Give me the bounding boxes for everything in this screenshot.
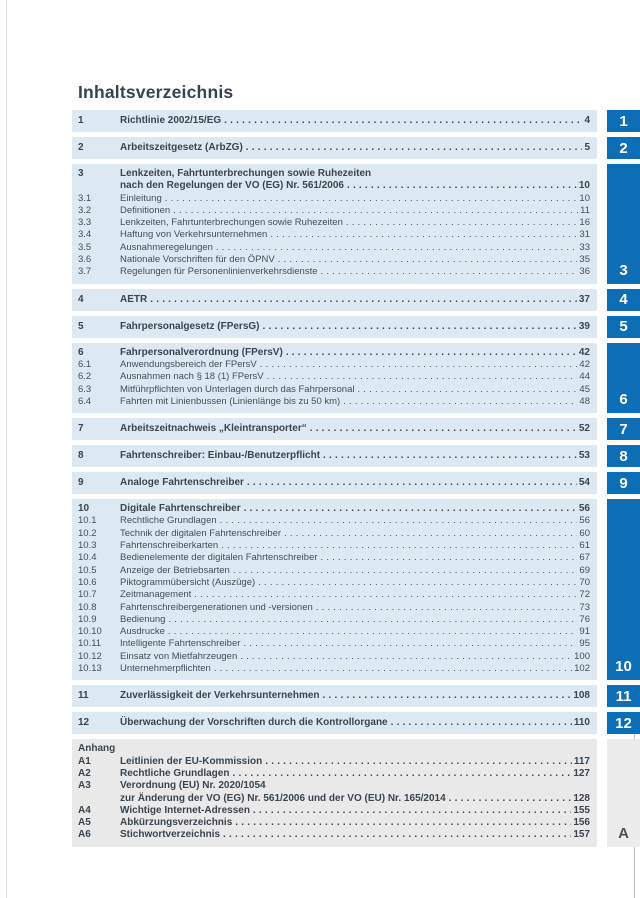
section-number: 6: [78, 346, 84, 358]
section-number: 3.3: [78, 217, 92, 229]
toc-line: [78, 254, 590, 266]
side-tab-10: 10: [607, 499, 640, 680]
section-title: Digitale Fahrtenschreiber: [120, 503, 241, 515]
toc-line: [78, 321, 590, 333]
toc-block-11: [72, 685, 640, 707]
toc-line: [78, 690, 590, 702]
section-title: Fahrtenschreibergenerationen und -versionen: [120, 601, 313, 613]
side-tab-3: 3: [607, 164, 640, 284]
page-number: 95: [579, 638, 590, 650]
side-tab-2: 2: [607, 137, 640, 159]
toc-block-1: [72, 110, 640, 132]
section-title: zur Änderung der VO (EG) Nr. 561/2006 und der VO (EU) Nr. 165/2014: [120, 792, 446, 804]
toc-entry: [72, 137, 597, 159]
dot-leader: [220, 515, 578, 527]
toc-block-6: [72, 343, 640, 413]
dot-leader: [270, 229, 577, 241]
toc-line: [78, 180, 590, 192]
toc-line: [78, 663, 590, 675]
page-number: 117: [573, 755, 590, 767]
section-number: 3.6: [78, 254, 92, 266]
page-number: 108: [573, 690, 590, 702]
page-number: 100: [574, 650, 590, 662]
toc-entry: [72, 343, 597, 413]
page-number: 73: [579, 601, 590, 613]
page-number: 54: [578, 477, 590, 488]
toc-entry: [72, 316, 597, 338]
section-number: A2: [78, 767, 91, 779]
section-number: 1: [78, 114, 84, 126]
section-title: Nationale Vorschriften für den ÖPNV: [120, 254, 275, 266]
section-title: Bedienung: [120, 613, 166, 625]
toc-line: [78, 347, 590, 359]
dot-leader: [323, 450, 577, 462]
page-number: 157: [573, 829, 590, 841]
section-title: Mitführpflichten von Unterlagen durch das Fahrpersonal: [120, 383, 355, 395]
toc-line: [78, 193, 590, 205]
dot-leader: [391, 717, 572, 729]
page-number: 56: [578, 503, 590, 515]
toc-line: [78, 756, 590, 768]
page-number: 11: [580, 204, 590, 216]
page-number: 31: [579, 229, 590, 241]
dot-leader: [262, 321, 576, 333]
dot-leader: [321, 266, 578, 278]
toc-block-12: [72, 712, 640, 734]
section-title: Leitlinien der EU-Kommission: [120, 755, 263, 767]
toc-line: [78, 371, 590, 383]
page-number: 53: [578, 450, 590, 461]
page-number: 128: [573, 792, 590, 804]
section-number: 10.11: [78, 638, 102, 650]
toc-line: [78, 793, 590, 805]
section-number: 10.4: [78, 552, 97, 564]
section-number: 10.8: [78, 601, 97, 613]
section-number: 5: [78, 320, 84, 332]
toc-entry: [72, 499, 597, 680]
dot-leader: [286, 347, 577, 359]
page-number: 4: [584, 114, 590, 126]
toc-line: [78, 540, 590, 552]
toc-line: [78, 552, 590, 564]
section-title: Lenkzeiten, Fahrtunterbrechungen sowie Ruhezeiten: [120, 168, 372, 179]
dot-leader: [247, 477, 577, 489]
toc-block-3: [72, 164, 640, 284]
section-number: 3.4: [78, 229, 92, 241]
section-number: 3.7: [78, 266, 92, 278]
section-title: Fahrpersonalgesetz (FPersG): [120, 320, 260, 332]
page-number: 16: [579, 217, 590, 229]
toc-block-5: [72, 316, 640, 338]
toc-block-4: [72, 289, 640, 311]
section-number: 6.1: [78, 358, 92, 370]
toc-block-9: [72, 472, 640, 494]
page-title: Inhaltsverzeichnis: [78, 82, 234, 102]
dot-leader: [316, 602, 578, 614]
dot-leader: [243, 638, 577, 650]
toc-line: [78, 503, 590, 515]
toc-line: [78, 142, 590, 154]
dot-leader: [244, 503, 577, 515]
section-number: 10.9: [78, 613, 97, 625]
side-tab-6: 6: [607, 343, 640, 413]
section-title: Analoge Fahrtenschreiber: [120, 477, 244, 488]
toc-line: [78, 515, 590, 527]
side-tab-4: 4: [607, 289, 640, 311]
section-title: Ausnahmeregelungen: [120, 241, 213, 253]
section-number: 6.4: [78, 395, 92, 407]
toc-line: [78, 780, 590, 792]
section-title: Richtlinie 2002/15/EG: [120, 114, 222, 126]
section-number: 10.2: [78, 527, 97, 539]
dot-leader: [357, 384, 577, 396]
page-number: 67: [579, 552, 590, 564]
section-title: Intelligente Fahrtenschreiber: [120, 638, 241, 650]
page-number: 36: [579, 266, 590, 278]
toc-entry: [72, 445, 597, 467]
toc-line: [78, 229, 590, 241]
toc-line: [78, 266, 590, 278]
section-title: AETR: [120, 293, 148, 305]
section-number: 10.5: [78, 564, 97, 576]
section-title: Regelungen für Personenlinienverkehrsdienste: [120, 266, 318, 278]
dot-leader: [240, 651, 572, 663]
dot-leader: [232, 768, 571, 780]
dot-leader: [233, 565, 578, 577]
toc-entry: [72, 685, 597, 707]
page-number: 70: [579, 576, 590, 588]
section-title: Abkürzungsverzeichnis: [120, 817, 233, 829]
dot-leader: [260, 359, 578, 371]
toc-entry: [72, 739, 597, 846]
scan-edge-left: [6, 0, 7, 898]
section-title: Ausdrucke: [120, 626, 165, 638]
page-number: 91: [579, 626, 590, 638]
page-number: 42: [578, 346, 590, 358]
section-number: 10.1: [78, 515, 97, 527]
side-tab-7: 7: [607, 418, 640, 440]
section-title: Zuverlässigkeit der Verkehrsunternehmen: [120, 690, 320, 702]
page-number: 10: [578, 180, 590, 192]
dot-leader: [346, 217, 578, 229]
toc-line: [78, 423, 590, 435]
dot-leader: [284, 528, 577, 540]
section-number: 9: [78, 477, 84, 488]
side-tab-9: 9: [607, 472, 640, 494]
toc-block-2: [72, 137, 640, 159]
side-tab-11: 11: [607, 685, 640, 707]
section-title: Arbeitszeitgesetz (ArbZG): [120, 141, 243, 153]
section-number: 7: [78, 423, 84, 434]
toc-block-8: [72, 445, 640, 467]
toc-entry: [72, 110, 597, 132]
page-number: 52: [578, 423, 590, 434]
section-title: Fahrten mit Linienbussen (Linienlänge bis zu 50 km): [120, 395, 341, 407]
appendix-label: Anhang: [78, 743, 116, 755]
page-number: 102: [574, 663, 590, 675]
page-number: 37: [578, 293, 590, 305]
section-number: 2: [78, 141, 84, 153]
toc-line: [78, 477, 590, 489]
page-number: 76: [579, 613, 590, 625]
page-number: 156: [573, 817, 590, 829]
page-number: 48: [579, 395, 590, 407]
toc-line: [78, 614, 590, 626]
page-number: 33: [579, 241, 590, 253]
page-number: 45: [579, 383, 590, 395]
section-title: Fahrtenschreiber: Einbau-/Benutzerpflicht: [120, 450, 321, 461]
section-title: Stichwortverzeichnis: [120, 829, 221, 841]
section-number: 3.2: [78, 204, 92, 216]
toc-line: [78, 651, 590, 663]
page-number: 110: [573, 717, 590, 729]
section-title: Definitionen: [120, 204, 171, 216]
toc-line: [78, 565, 590, 577]
page-number: 155: [573, 804, 590, 816]
side-tab-5: 5: [607, 316, 640, 338]
toc-line: [78, 805, 590, 817]
section-title: Arbeitszeitnachweis „Kleintransporter“: [120, 423, 307, 434]
page-number: 60: [579, 527, 590, 539]
dot-leader: [449, 793, 572, 805]
dot-leader: [223, 829, 571, 841]
section-number: 10.7: [78, 589, 97, 601]
side-tab-12: 12: [607, 712, 640, 734]
section-number: A5: [78, 817, 91, 829]
toc-entry: [72, 164, 597, 284]
dot-leader: [216, 242, 577, 254]
toc-line: [78, 589, 590, 601]
section-title: Fahrtenschreiberkarten: [120, 540, 219, 552]
section-title: Einsatz von Mietfahrzeugen: [120, 650, 238, 662]
section-number: 10: [78, 503, 90, 515]
dot-leader: [265, 756, 572, 768]
section-title: Verordnung (EU) Nr. 2020/1054: [120, 780, 266, 792]
dot-leader: [343, 396, 577, 408]
section-title: Bedienelemente der digitalen Fahrtenschreiber: [120, 552, 318, 564]
dot-leader: [310, 423, 577, 435]
side-tab-8: 8: [607, 445, 640, 467]
page-number: 72: [579, 589, 590, 601]
section-title: nach den Regelungen der VO (EG) Nr. 561/2006: [120, 180, 344, 192]
section-number: 3: [78, 168, 84, 179]
toc-entry: [72, 472, 597, 494]
dot-leader: [267, 371, 578, 383]
dot-leader: [224, 115, 582, 127]
dot-leader: [194, 589, 577, 601]
section-title: Einleitung: [120, 192, 162, 204]
dot-leader: [173, 205, 578, 217]
toc-line: [78, 168, 590, 180]
toc-line: [78, 528, 590, 540]
toc-line: [78, 626, 590, 638]
page-number: 61: [579, 540, 590, 552]
section-title: Lenkzeiten, Fahrtunterbrechungen sowie Ruhezeiten: [120, 217, 343, 229]
section-number: 6.3: [78, 383, 92, 395]
toc-line: [78, 638, 590, 650]
toc-line: [78, 817, 590, 829]
toc-block-7: [72, 418, 640, 440]
page-number: 69: [579, 564, 590, 576]
section-number: 8: [78, 450, 84, 461]
section-number: 10.3: [78, 540, 97, 552]
page-number: 127: [573, 767, 590, 779]
toc-line: [78, 602, 590, 614]
page-number: 5: [584, 141, 590, 153]
toc-line: [78, 242, 590, 254]
toc-line: [78, 217, 590, 229]
toc-line: [78, 384, 590, 396]
section-title: Wichtige Internet-Adressen: [120, 804, 250, 816]
section-number: 10.13: [78, 663, 102, 675]
section-title: Ausnahmen nach § 18 (1) FPersV: [120, 371, 264, 383]
toc-line: [78, 768, 590, 780]
dot-leader: [150, 294, 577, 306]
section-title: Unternehmerpflichten: [120, 663, 211, 675]
toc-line: [78, 829, 590, 841]
section-title: Haftung von Verkehrsunternehmen: [120, 229, 268, 241]
section-title: Anwendungsbereich der FPersV: [120, 358, 257, 370]
section-number: A1: [78, 755, 91, 767]
section-number: 10.10: [78, 626, 102, 638]
section-number: 3.5: [78, 241, 92, 253]
dot-leader: [235, 817, 571, 829]
toc-block-10: [72, 499, 640, 680]
page-number: 56: [579, 515, 590, 527]
toc-line: [78, 450, 590, 462]
toc-line: [78, 294, 590, 306]
dot-leader: [168, 626, 578, 638]
section-number: 4: [78, 293, 84, 305]
toc-line: [78, 359, 590, 371]
section-number: 3.1: [78, 192, 92, 204]
dot-leader: [165, 193, 578, 205]
toc-entry: [72, 712, 597, 734]
toc-entry: [72, 289, 597, 311]
section-number: 11: [78, 690, 89, 702]
page-number: 10: [579, 192, 590, 204]
toc-line: [78, 205, 590, 217]
toc-entry: [72, 418, 597, 440]
section-title: Anzeige der Betriebsarten: [120, 564, 230, 576]
dot-leader: [168, 614, 577, 626]
dot-leader: [321, 552, 578, 564]
dot-leader: [214, 663, 572, 675]
toc-line: [78, 743, 590, 755]
section-title: Zeitmanagement: [120, 589, 192, 601]
section-title: Fahrpersonalverordnung (FPersV): [120, 346, 283, 358]
page-number: 35: [579, 254, 590, 266]
section-number: 6.2: [78, 371, 92, 383]
section-title: Rechtliche Grundlagen: [120, 515, 217, 527]
section-number: A3: [78, 780, 91, 792]
section-number: A4: [78, 804, 91, 816]
toc-line: [78, 396, 590, 408]
side-tab-a: A: [607, 739, 640, 846]
section-title: Piktogrammübersicht (Auszüge): [120, 576, 256, 588]
page-number: 42: [579, 358, 590, 370]
page-number: 44: [579, 371, 590, 383]
dot-leader: [258, 577, 577, 589]
page-number: 39: [578, 320, 590, 332]
side-tab-1: 1: [607, 110, 640, 132]
dot-leader: [323, 690, 572, 702]
section-title: Technik der digitalen Fahrtenschreiber: [120, 527, 282, 539]
section-number: A6: [78, 829, 91, 841]
section-title: Rechtliche Grundlagen: [120, 767, 230, 779]
toc-line: [78, 115, 590, 127]
toc-block-anhang: [72, 739, 640, 846]
section-number: 12: [78, 717, 90, 729]
toc-list: [72, 110, 640, 852]
toc-line: [78, 717, 590, 729]
dot-leader: [278, 254, 578, 266]
section-number: 10.6: [78, 576, 97, 588]
dot-leader: [347, 180, 577, 192]
dot-leader: [246, 142, 583, 154]
dot-leader: [221, 540, 577, 552]
section-number: 10.12: [78, 650, 102, 662]
dot-leader: [253, 805, 571, 817]
section-title: Überwachung der Vorschriften durch die Kontrollorgane: [120, 717, 388, 729]
toc-line: [78, 577, 590, 589]
